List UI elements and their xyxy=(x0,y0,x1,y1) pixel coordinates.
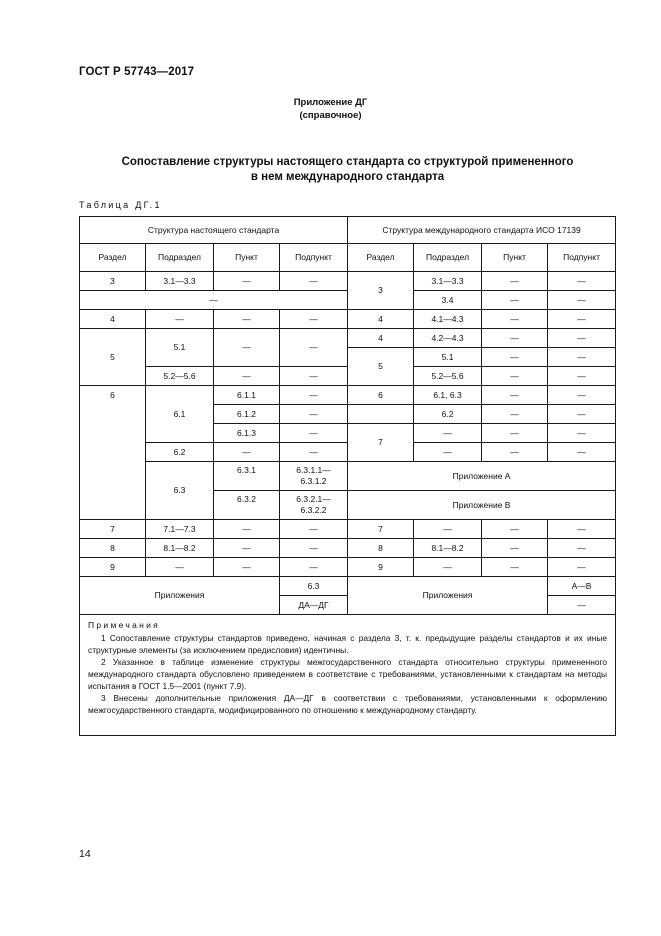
table-subheader-row xyxy=(80,244,616,272)
table-cell: — xyxy=(548,424,616,443)
table-cell: — xyxy=(482,520,548,539)
table-cell: 9 xyxy=(348,558,414,577)
table-cell: — xyxy=(548,272,616,291)
table-row xyxy=(80,520,616,539)
table-cell: 6.1.3 xyxy=(214,424,280,443)
col-header-section: Раздел xyxy=(348,244,414,272)
table-cell: 3 xyxy=(348,272,414,310)
table-cell: 7.1—7.3 xyxy=(146,520,214,539)
table-row xyxy=(80,367,616,386)
table-cell: — xyxy=(548,520,616,539)
table-row xyxy=(80,462,616,491)
table-cell: — xyxy=(548,386,616,405)
comparison-table xyxy=(79,216,616,736)
table-row xyxy=(80,386,616,405)
table-row xyxy=(80,443,616,462)
table-cell: 6.3 xyxy=(280,577,348,596)
col-header-subitem: Подпункт xyxy=(280,244,348,272)
heading-line-1: Сопоставление структуры настоящего стандарта со структурой примененного xyxy=(121,156,574,168)
table-cell: 8 xyxy=(348,539,414,558)
table-cell: 6.3.1 xyxy=(214,462,280,491)
table-cell: А—В xyxy=(548,577,616,596)
table-cell: — xyxy=(482,443,548,462)
table-cell: — xyxy=(214,539,280,558)
table-cell: — xyxy=(548,310,616,329)
table-caption: Таблица ДГ.1 xyxy=(79,200,162,210)
table-cell: — xyxy=(482,558,548,577)
table-cell: 6 xyxy=(80,386,146,520)
table-cell: 4 xyxy=(80,310,146,329)
table-cell: — xyxy=(482,348,548,367)
table-cell: — xyxy=(482,405,548,424)
table-row xyxy=(80,291,616,310)
col-header-item: Пункт xyxy=(482,244,548,272)
table-cell: — xyxy=(280,424,348,443)
table-cell: 9 xyxy=(80,558,146,577)
heading-line-2: в нем международного стандарта xyxy=(250,171,445,183)
table-cell: — xyxy=(280,539,348,558)
page-heading xyxy=(80,155,615,185)
col-header-section: Раздел xyxy=(80,244,146,272)
table-cell: — xyxy=(548,348,616,367)
annex-title: Приложение ДГ xyxy=(293,97,368,108)
table-cell: 6.1, 6.3 xyxy=(414,386,482,405)
table-cell: — xyxy=(280,405,348,424)
table-cell: 7 xyxy=(80,520,146,539)
annex-header xyxy=(0,96,661,122)
note-3: 3 Внесены дополнительные приложения ДА—ДГ в соответствии с требованиями, установленными к оформлению межгосударственного стандарта, модифицированного по отношению к международному стандарту. xyxy=(88,693,608,715)
table-cell: — xyxy=(548,329,616,348)
table-cell: — xyxy=(214,443,280,462)
table-cell: — xyxy=(414,424,482,443)
table-row xyxy=(80,539,616,558)
table-cell: 5.2—5.6 xyxy=(414,367,482,386)
table-cell xyxy=(348,405,414,424)
table-cell: — xyxy=(548,367,616,386)
table-cell: 6.2 xyxy=(146,443,214,462)
header-international: Структура международного стандарта ИСО 17139 xyxy=(348,217,616,244)
table-cell: — xyxy=(482,310,548,329)
table-cell: 5.2—5.6 xyxy=(146,367,214,386)
notes-cell xyxy=(80,615,616,736)
table-cell: 8 xyxy=(80,539,146,558)
table-cell: — xyxy=(548,558,616,577)
table-cell: 8.1—8.2 xyxy=(414,539,482,558)
col-header-item: Пункт xyxy=(214,244,280,272)
table-cell: — xyxy=(214,310,280,329)
table-row xyxy=(80,329,616,348)
note-2: 2 Указанное в таблице изменение структуры межгосударственного стандарта относительно структуры примененного международного стандарта обусловлено приведением в соответствие с требованиями, установленными к стандартам на методы испытания в ГОСТ 1.5—2001 (пункт 7.9). xyxy=(88,657,608,691)
table-cell: 5.1 xyxy=(146,329,214,367)
table-cell: 6 xyxy=(348,386,414,405)
table-cell: — xyxy=(482,329,548,348)
table-cell: 4.1—4.3 xyxy=(414,310,482,329)
table-cell: 5 xyxy=(80,329,146,386)
col-header-subitem: Подпункт xyxy=(548,244,616,272)
table-cell: — xyxy=(280,558,348,577)
table-cell: — xyxy=(482,539,548,558)
table-cell: Приложение В xyxy=(348,491,616,520)
page-number: 14 xyxy=(79,848,91,860)
table-cell: — xyxy=(146,558,214,577)
header-national: Структура настоящего стандарта xyxy=(80,217,348,244)
table-cell: — xyxy=(482,291,548,310)
table-cell: — xyxy=(214,558,280,577)
table-cell: — xyxy=(214,329,280,367)
note-1: 1 Сопоставление структуры стандартов приведено, начиная с раздела 3, т. к. предыдущие разделы стандартов и их иные структурные элементы (за исключением предисловия) идентичны. xyxy=(88,633,608,655)
table-cell: — xyxy=(548,539,616,558)
table-cell: — xyxy=(482,272,548,291)
table-cell: — xyxy=(548,443,616,462)
table-cell: — xyxy=(414,443,482,462)
table-cell: — xyxy=(146,310,214,329)
table-cell: Приложение А xyxy=(348,462,616,491)
table-cell: 6.1.2 xyxy=(214,405,280,424)
table-cell: — xyxy=(280,367,348,386)
table-cell: 6.3 xyxy=(146,462,214,520)
table-cell: — xyxy=(414,520,482,539)
document-code: ГОСТ Р 57743—2017 xyxy=(79,66,195,78)
table-cell: — xyxy=(482,367,548,386)
table-cell: 4 xyxy=(348,310,414,329)
notes-row xyxy=(80,615,616,736)
table-cell: 6.2 xyxy=(414,405,482,424)
table-cell: 6.3.2.1— 6.3.2.2 xyxy=(280,491,348,520)
table-cell: — xyxy=(482,424,548,443)
table-cell: — xyxy=(280,443,348,462)
table-cell: — xyxy=(280,272,348,291)
table-cell: — xyxy=(548,291,616,310)
table-cell: 7 xyxy=(348,424,414,462)
table-cell: 6.1 xyxy=(146,386,214,443)
table-cell: 5.1 xyxy=(414,348,482,367)
table-cell: — xyxy=(280,310,348,329)
table-cell: — xyxy=(548,596,616,615)
table-cell: 3.4 xyxy=(414,291,482,310)
table-cell: 6.3.1.1— 6.3.1.2 xyxy=(280,462,348,491)
table-cell: 4 xyxy=(348,329,414,348)
table-cell: 3 xyxy=(80,272,146,291)
table-cell: — xyxy=(548,405,616,424)
table-row xyxy=(80,558,616,577)
table-row xyxy=(80,577,616,596)
table-cell: ДА—ДГ xyxy=(280,596,348,615)
table-row xyxy=(80,310,616,329)
table-cell: — xyxy=(280,520,348,539)
table-cell: 6.1.1 xyxy=(214,386,280,405)
table-cell: Приложения xyxy=(80,577,280,615)
table-cell: 8.1—8.2 xyxy=(146,539,214,558)
table-cell: — xyxy=(280,386,348,405)
table-cell: 3.1—3.3 xyxy=(414,272,482,291)
annex-type: (справочное) xyxy=(299,110,362,121)
table-cell: — xyxy=(214,272,280,291)
table-cell: — xyxy=(414,558,482,577)
table-row xyxy=(80,272,616,291)
table-cell: — xyxy=(214,367,280,386)
table-cell: Приложения xyxy=(348,577,548,615)
table-cell: — xyxy=(214,520,280,539)
table-cell: 6.3.2 xyxy=(214,491,280,520)
table-cell: — xyxy=(280,329,348,367)
col-header-subsection: Подраздел xyxy=(146,244,214,272)
notes-title: Примечания xyxy=(88,620,161,630)
table-cell: 3.1—3.3 xyxy=(146,272,214,291)
table-header-row xyxy=(80,217,616,244)
table-cell: — xyxy=(482,386,548,405)
table-cell: 4.2—4.3 xyxy=(414,329,482,348)
col-header-subsection: Подраздел xyxy=(414,244,482,272)
table-cell: — xyxy=(80,291,348,310)
table-cell: 5 xyxy=(348,348,414,386)
table-cell: 7 xyxy=(348,520,414,539)
